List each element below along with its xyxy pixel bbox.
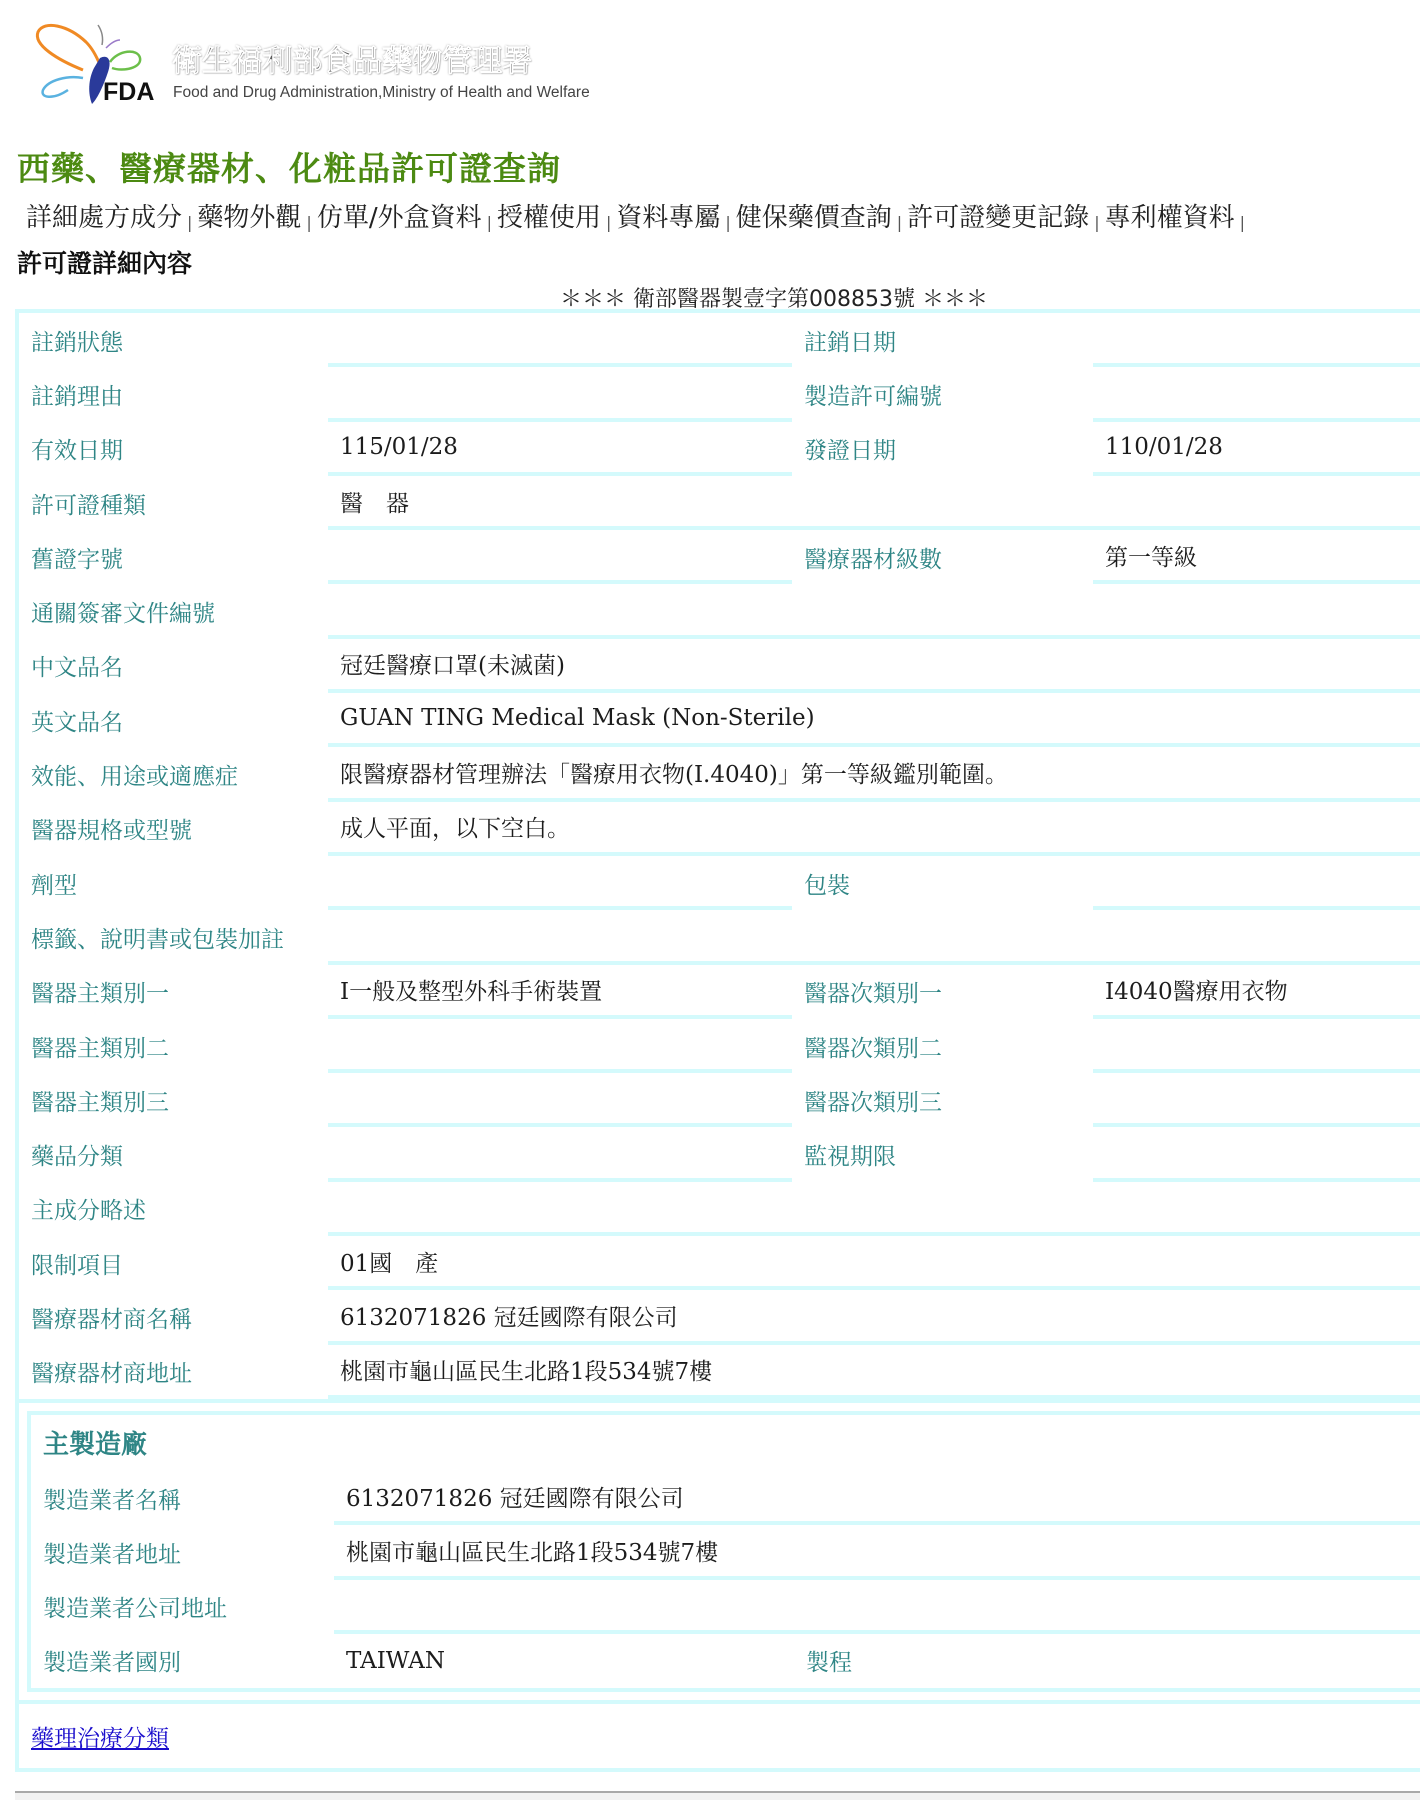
field-label: 包裝: [804, 872, 850, 899]
field-label: 限制項目: [31, 1252, 123, 1279]
field-label: 效能、用途或適應症: [31, 764, 238, 791]
nav-authorization[interactable]: 授權使用: [496, 203, 601, 233]
field-label: 標籤、說明書或包裝加註: [31, 926, 284, 953]
table-row: [19, 1345, 1420, 1399]
field-label: 舊證字號: [31, 546, 123, 573]
field-label: 醫器次類別一: [804, 981, 942, 1008]
field-value: [328, 530, 792, 584]
field-label: 監視期限: [804, 1144, 896, 1171]
fda-mark: FDA: [103, 78, 155, 106]
field-value: I4040醫療用衣物: [1093, 965, 1420, 1019]
field-value: 115/01/28: [328, 422, 792, 476]
field-value: 6132071826 冠廷國際有限公司: [334, 1471, 1420, 1525]
manufacturer-heading: 主製造廠: [43, 1430, 148, 1461]
field-value: GUAN TING Medical Mask (Non-Sterile): [328, 693, 1420, 747]
field-value: [328, 367, 792, 421]
field-value: [328, 1182, 1420, 1236]
field-label: 有效日期: [31, 438, 123, 465]
section-title: 許可證詳細內容: [17, 249, 193, 278]
site-header: [0, 0, 1420, 115]
table-row: [19, 1019, 1420, 1073]
field-value: [328, 856, 792, 910]
table-row: [31, 1471, 1420, 1525]
org-name-chinese: 衛生福利部食品藥物管理署: [172, 44, 532, 79]
nav-prescription-ingredients[interactable]: 詳細處方成分: [26, 203, 183, 233]
detail-nav: [26, 197, 1250, 234]
field-value: 限醫療器材管理辦法「醫療用衣物(I.4040)」第一等級鑑別範圍。: [328, 747, 1420, 801]
field-label: 劑型: [31, 872, 77, 899]
table-row: [19, 1127, 1420, 1181]
field-value: 第一等級: [1093, 530, 1420, 584]
field-value: [1093, 1073, 1420, 1127]
field-label: 醫療器材級數: [804, 546, 942, 573]
field-label: 製程: [806, 1650, 852, 1677]
field-label: 註銷日期: [804, 329, 896, 356]
field-label: 主成分略述: [31, 1198, 146, 1225]
org-name-english: Food and Drug Administration,Ministry of Health and Welfare: [173, 84, 590, 101]
field-value: 冠廷醫療口罩(未滅菌): [328, 639, 1420, 693]
table-row: [19, 1182, 1420, 1236]
field-value: [328, 313, 792, 367]
field-label: 許可證種類: [31, 492, 146, 519]
table-row: [31, 1525, 1420, 1579]
field-value: [328, 584, 1420, 638]
field-value: [1093, 313, 1420, 367]
field-value: [1093, 1127, 1420, 1181]
field-value: 01國 產: [328, 1236, 1420, 1290]
field-value: 6132071826 冠廷國際有限公司: [328, 1290, 1420, 1344]
table-row: [19, 802, 1420, 856]
field-label: 通關簽審文件編號: [31, 601, 215, 628]
page-title: 西藥、醫療器材、化粧品許可證查詢: [17, 149, 561, 188]
nav-change-records[interactable]: 許可證變更記錄: [907, 203, 1090, 233]
nav-separator: |: [486, 213, 492, 232]
table-row: [19, 693, 1420, 747]
manufacturer-section: [15, 1399, 1420, 1704]
nav-separator: |: [187, 213, 193, 232]
field-label: 中文品名: [31, 655, 123, 682]
field-value: [1093, 367, 1420, 421]
field-label: 醫療器材商名稱: [31, 1306, 192, 1333]
field-label: 製造業者地址: [43, 1541, 181, 1568]
nav-separator: |: [725, 213, 731, 232]
field-label: 醫器主類別二: [31, 1035, 169, 1062]
nav-package-insert[interactable]: 仿單/外盒資料: [316, 203, 482, 233]
field-value: I一般及整型外科手術裝置: [328, 965, 792, 1019]
field-value: 110/01/28: [1093, 422, 1420, 476]
nav-data-exclusivity[interactable]: 資料專屬: [616, 203, 721, 233]
table-row: [31, 1580, 1420, 1634]
manufacturer-table: [27, 1411, 1420, 1692]
table-row: [19, 422, 1420, 476]
table-row: [19, 1290, 1420, 1344]
field-value: [1093, 1019, 1420, 1073]
field-value: [334, 1580, 1420, 1634]
field-label: 發證日期: [804, 438, 896, 465]
table-row: [31, 1634, 1420, 1688]
table-row: [19, 476, 1420, 530]
table-row: [19, 313, 1420, 367]
nav-separator: |: [1239, 213, 1245, 232]
field-value: 成人平面，以下空白。: [328, 802, 1420, 856]
field-label: 藥品分類: [31, 1144, 123, 1171]
table-row: [19, 910, 1420, 964]
nav-separator: |: [896, 213, 903, 232]
field-value: [328, 1127, 792, 1181]
field-label: 醫療器材商地址: [31, 1361, 192, 1388]
field-value: 桃園市龜山區民生北路1段534號7樓: [328, 1345, 1420, 1399]
field-value: 桃園市龜山區民生北路1段534號7樓: [334, 1525, 1420, 1579]
table-row: [19, 530, 1420, 584]
field-label: 英文品名: [31, 709, 123, 736]
bottom-divider: [15, 1791, 1420, 1800]
pharmacological-classification-link[interactable]: 藥理治療分類: [31, 1725, 169, 1752]
license-detail-table: [15, 309, 1420, 1772]
field-label: 製造業者名稱: [43, 1487, 181, 1514]
field-label: 醫器次類別二: [804, 1035, 942, 1062]
field-value: [328, 1019, 792, 1073]
field-label: 註銷理由: [31, 383, 123, 410]
field-value: [328, 910, 1420, 964]
field-label: 註銷狀態: [31, 329, 123, 356]
table-row: [19, 747, 1420, 801]
field-label: 醫器規格或型號: [31, 818, 192, 845]
nav-drug-appearance[interactable]: 藥物外觀: [197, 203, 302, 233]
table-row: [19, 639, 1420, 693]
field-value: [1093, 856, 1420, 910]
table-row: [19, 965, 1420, 1019]
table-row: [19, 1073, 1420, 1127]
field-value: TAIWAN: [346, 1647, 446, 1674]
table-row: [19, 584, 1420, 638]
nav-nhi-price[interactable]: 健保藥價查詢: [735, 203, 892, 233]
field-value: 醫 器: [328, 476, 1420, 530]
nav-separator: |: [605, 213, 612, 232]
field-label: 醫器次類別三: [804, 1089, 942, 1116]
table-row: [15, 1704, 1420, 1772]
field-value: [328, 1073, 792, 1127]
table-row: [19, 367, 1420, 421]
field-label: 製造業者國別: [43, 1650, 181, 1677]
nav-separator: |: [1094, 213, 1100, 232]
field-label: 製造業者公司地址: [43, 1596, 227, 1623]
table-row: [19, 1236, 1420, 1290]
field-label: 醫器主類別一: [31, 981, 169, 1008]
field-label: 醫器主類別三: [31, 1089, 169, 1116]
field-label: 製造許可編號: [804, 383, 942, 410]
nav-patent-data[interactable]: 專利權資料: [1104, 203, 1235, 233]
license-number: ＊＊＊ 衛部醫器製壹字第008853號 ＊＊＊: [560, 287, 988, 312]
table-row: [19, 856, 1420, 910]
nav-separator: |: [306, 213, 312, 232]
